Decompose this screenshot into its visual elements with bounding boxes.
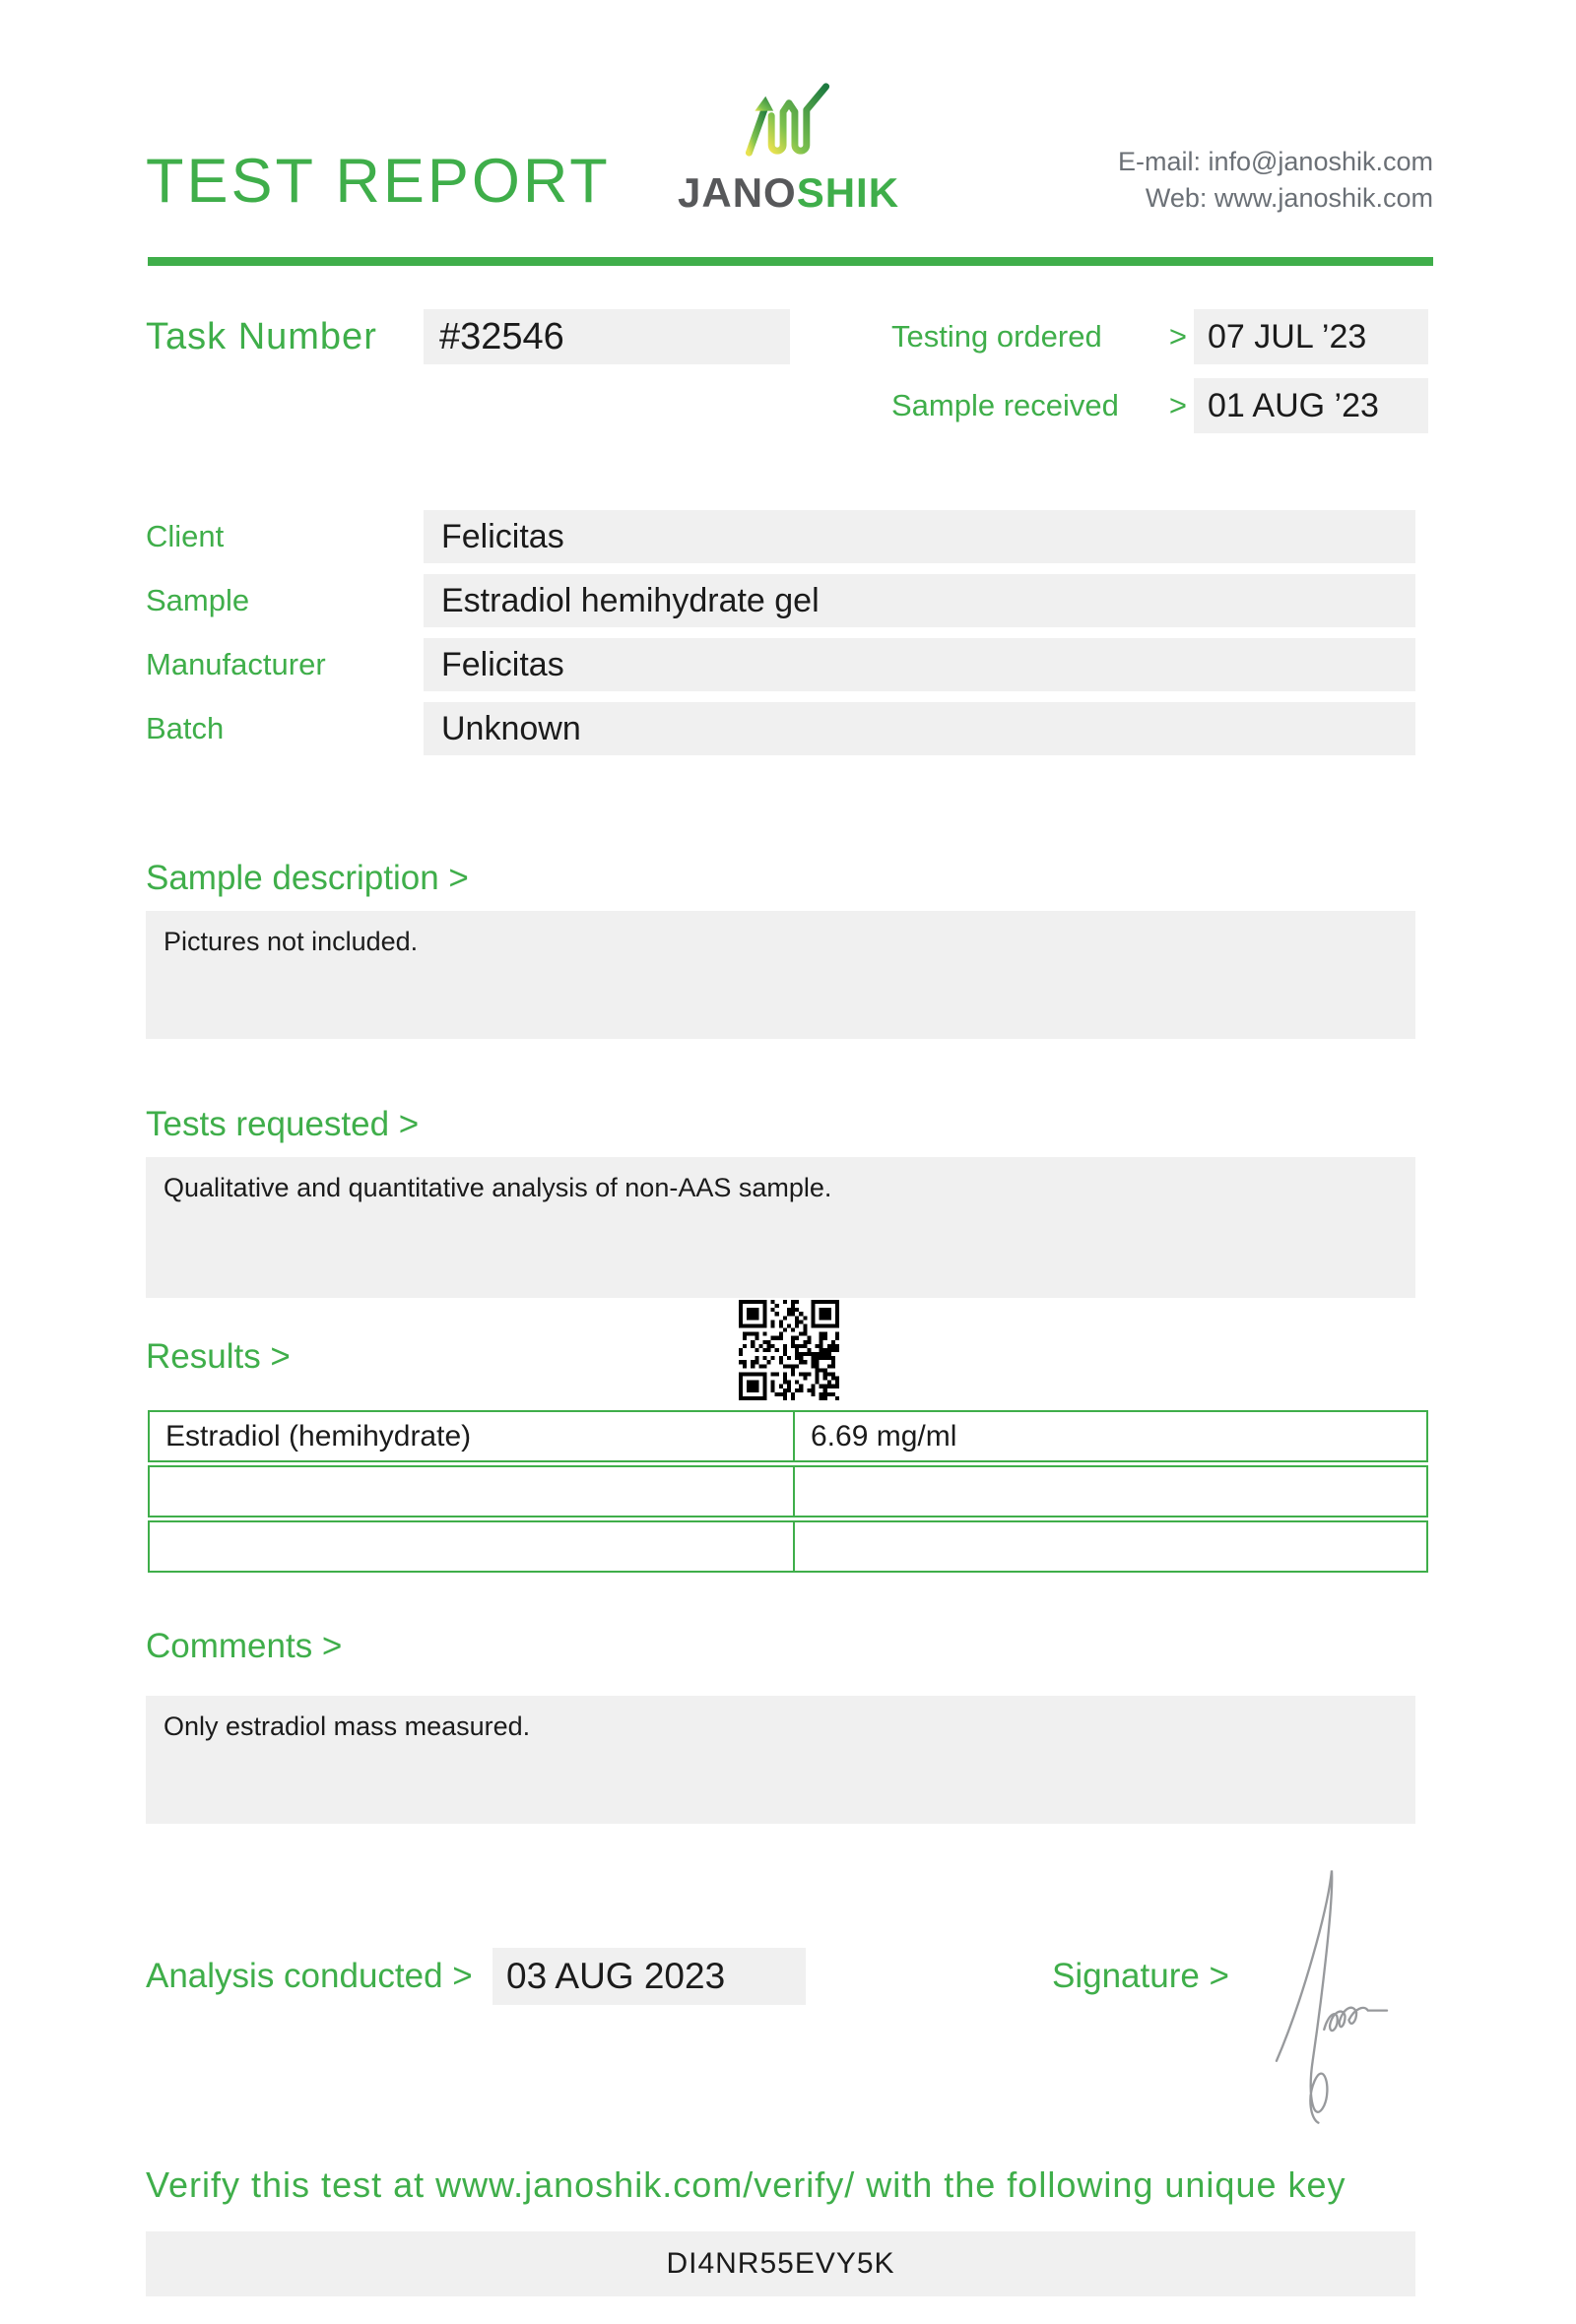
- result-name-cell: Estradiol (hemihydrate): [150, 1412, 795, 1460]
- sample-description-box: [146, 911, 1415, 1039]
- contact-web: Web: www.janoshik.com: [1145, 183, 1433, 213]
- sample-value: Estradiol hemihydrate gel: [424, 574, 1415, 627]
- signature-label: Signature >: [1052, 1957, 1229, 1995]
- logo-wordmark: [678, 169, 898, 217]
- verify-key: DI4NR55EVY5K: [146, 2231, 1415, 2296]
- comments-text: Only estradiol mass measured.: [164, 1711, 531, 1741]
- header-divider-rule: [148, 257, 1433, 266]
- analysis-date-value: 03 AUG 2023: [492, 1948, 806, 2005]
- contact-info: [1118, 144, 1433, 217]
- contact-email: E-mail: info@janoshik.com: [1117, 147, 1433, 176]
- results-heading: Results >: [146, 1337, 291, 1376]
- sample-label: Sample: [146, 583, 250, 617]
- testing-ordered-value: 07 JUL ’23: [1194, 309, 1428, 364]
- tests-requested-box: [146, 1157, 1415, 1298]
- manufacturer-value: Felicitas: [424, 638, 1415, 691]
- qr-code: [739, 1298, 839, 1402]
- client-label: Client: [146, 519, 225, 553]
- logo-shik-text: SHIK: [796, 169, 900, 216]
- comments-box: [146, 1696, 1415, 1824]
- result-value-cell: 6.69 mg/ml: [811, 1420, 957, 1452]
- analysis-conducted-label: Analysis conducted >: [146, 1957, 473, 1995]
- janoshik-chart-logo-icon: [731, 75, 847, 167]
- task-number-label: Task Number: [146, 316, 377, 357]
- chevron-right-icon: >: [1168, 388, 1187, 422]
- logo-jano-text: JANO: [678, 169, 797, 216]
- sample-received-value: 01 AUG ’23: [1194, 378, 1428, 433]
- result-row: [148, 1410, 1428, 1462]
- tests-requested-heading: Tests requested >: [146, 1105, 420, 1143]
- task-number-value: #32546: [424, 309, 790, 364]
- sample-description-text: Pictures not included.: [164, 927, 419, 956]
- sample-description-heading: Sample description >: [146, 859, 469, 897]
- result-row: [148, 1520, 1428, 1573]
- page-title: TEST REPORT: [146, 147, 611, 216]
- chevron-right-icon: >: [1168, 319, 1187, 354]
- tests-requested-text: Qualitative and quantitative analysis of non-AAS sample.: [164, 1173, 832, 1202]
- result-value-cell: [795, 1467, 1426, 1516]
- manufacturer-label: Manufacturer: [146, 647, 326, 681]
- result-value-cell: [795, 1522, 1426, 1571]
- client-value: Felicitas: [424, 510, 1415, 563]
- signature-image: [1226, 1856, 1409, 2142]
- result-name-cell: [150, 1467, 795, 1516]
- sample-received-label: Sample received >: [891, 388, 1187, 422]
- testing-ordered-label: Testing ordered >: [891, 319, 1187, 354]
- batch-value: Unknown: [424, 702, 1415, 755]
- batch-label: Batch: [146, 711, 225, 745]
- results-table: [148, 1410, 1428, 1573]
- verify-instruction: Verify this test at www.janoshik.com/verify/ with the following unique key: [146, 2164, 1346, 2205]
- result-row: [148, 1465, 1428, 1517]
- comments-heading: Comments >: [146, 1627, 343, 1665]
- result-name-cell: [150, 1522, 795, 1571]
